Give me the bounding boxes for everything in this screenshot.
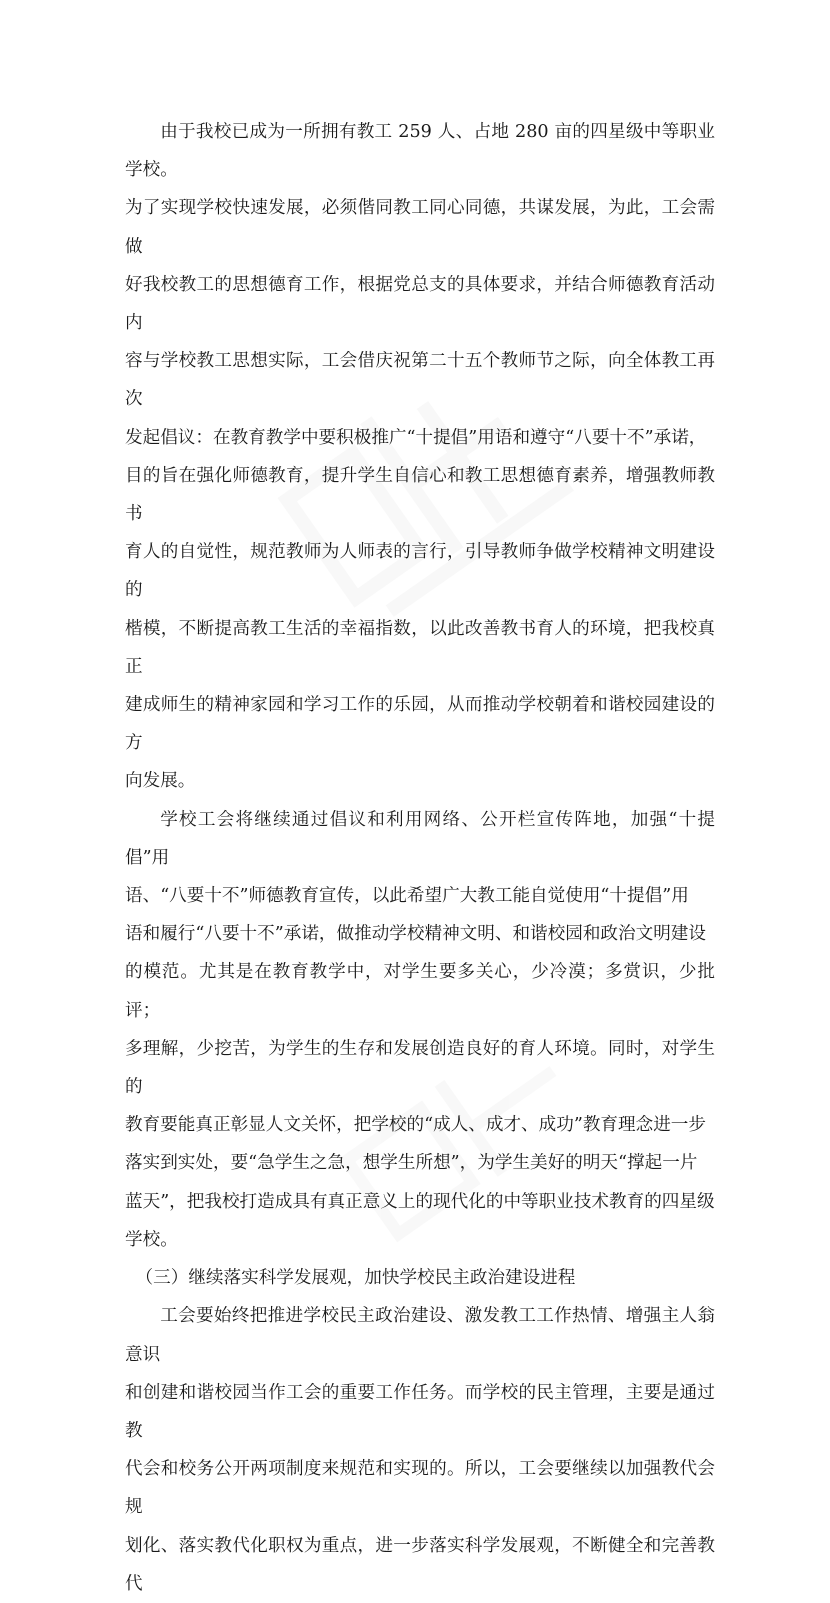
paragraph-union-initiative: 学校工会将继续通过倡议和利用网络、公开栏宣传阵地，加强“十提倡”用 语、“八要十不”师德教育宣传，以此希望广大教工能自觉使用“十提倡”用 语和履行“八要十不”承诺，做推动学校精神文明、和谐校园和政治文明建设 的模范。尤其是在教育教学中，对学生要多关心，少冷漠；多赏识，少批评； 多理解，少挖苦，为学生的生存和发展创造良好的育人环境。同时，对学生的 教育要能真正彰显人文关怀，把学校的“成人、成才、成功”教育理念进一步 落实到实处，要“急学生之急，想学生所想”，为学生美好的明天“撑起一片 蓝天”，把我校打造成具有真正意义上的现代化的中等职业技术教育的四星级 学校。 [125, 809, 715, 1250]
paragraph-school-introduction: 由于我校已成为一所拥有教工 259 人、占地 280 亩的四星级中等职业学校。 为了实现学校快速发展，必须偕同教工同心同德，共谋发展，为此，工会需做 好我校教工的思想德育工作，根据党总支的具体要求，并结合师德教育活动内 容与学校教工思想实际，工会借庆祝第二十五个教师节之际，向全体教工再次 发起倡议：在教育教学中要积极推广“十提倡”用语和遵守“八要十不”承诺， 目的旨在强化师德教育，提升学生自信心和教工思想德育素养，增强教师教书 育人的自觉性，规范教师为人师表的言行，引导教师争做学校精神文明建设的 楷模，不断提高教工生活的幸福指数，以此改善教书育人的环境，把我校真正 建成师生的精神家园和学习工作的乐园，从而推动学校朝着和谐校园建设的方 向发展。 [125, 122, 715, 792]
section-heading: （三）继续落实科学发展观，加快学校民主政治建设进程 [135, 1268, 576, 1289]
document-body [125, 113, 715, 1603]
paragraph-democratic-management: 工会要始终把推进学校民主政治建设、激发教工工作热情、增强主人翁意识 和创建和谐校园当作工会的重要工作任务。而学校的民主管理，主要是通过教 代会和校务公开两项制度来规范和实现的。所以，工会要继续以加强教代会规 划化、落实教代化职权为重点，进一步落实科学发展观，不断健全和完善教代 [125, 1306, 715, 1594]
